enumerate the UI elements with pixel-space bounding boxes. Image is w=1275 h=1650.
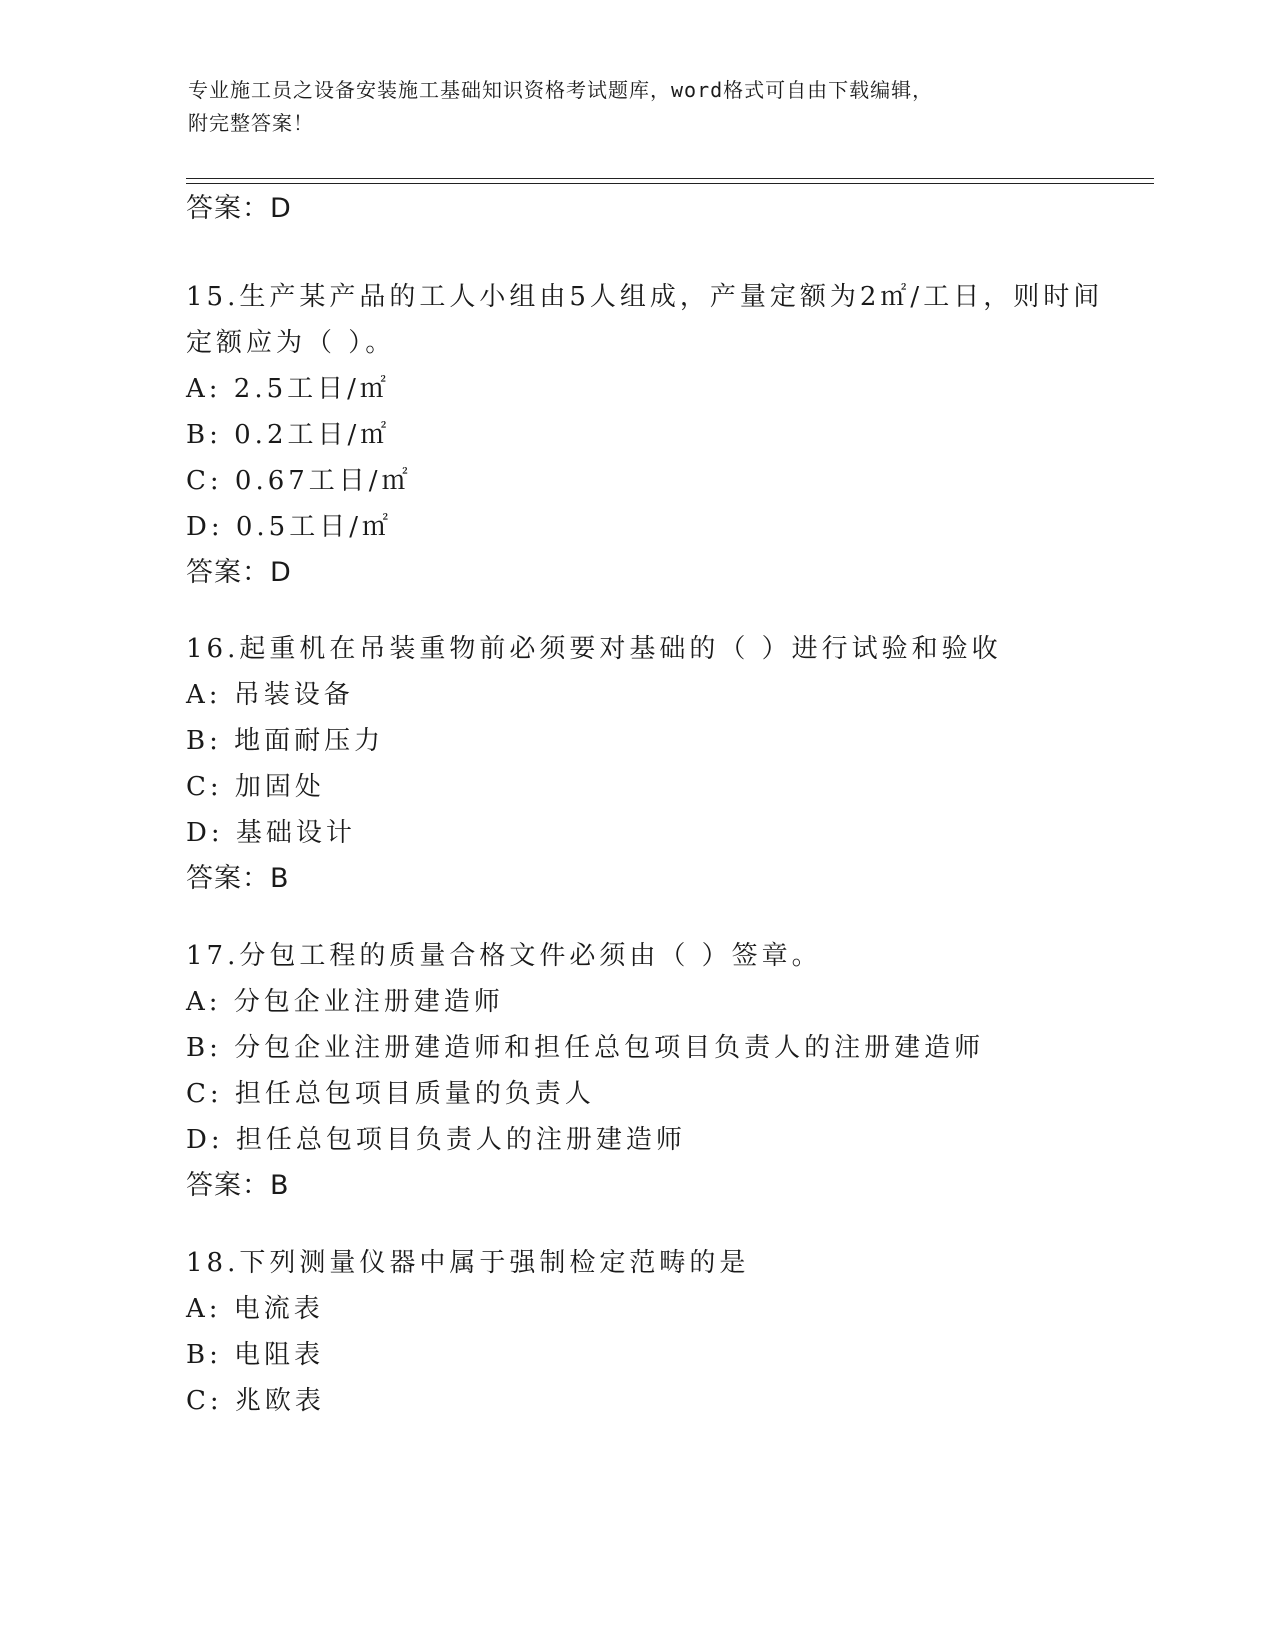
document-header: [188, 74, 1088, 140]
option-d: D: 基础设计: [186, 818, 356, 848]
header-line-1: 专业施工员之设备安装施工基础知识资格考试题库，word格式可自由下载编辑，: [188, 78, 934, 102]
question-stem: 17.分包工程的质量合格文件必须由（ ）签章。: [186, 941, 822, 971]
question-stem: 定额应为（ ）。: [186, 328, 396, 358]
header-rule-top: [186, 178, 1154, 179]
option-d: D: 担任总包项目负责人的注册建造师: [186, 1125, 686, 1155]
option-b: B: 地面耐压力: [186, 726, 385, 756]
answer-line: 答案：D: [186, 193, 292, 224]
option-a: A: 分包企业注册建造师: [186, 987, 504, 1017]
option-c: C: 兆欧表: [186, 1386, 325, 1416]
option-a: A: 吊装设备: [186, 680, 354, 710]
question-15: [186, 274, 1146, 596]
question-stem: 18.下列测量仪器中属于强制检定范畴的是: [186, 1248, 750, 1278]
option-c: C: 0.67工日/㎡: [186, 466, 412, 496]
option-c: C: 担任总包项目质量的负责人: [186, 1079, 595, 1109]
option-b: B: 电阻表: [186, 1340, 325, 1370]
previous-answer-block: [186, 186, 1146, 232]
answer-line: 答案：B: [186, 1170, 290, 1201]
question-16: [186, 626, 1146, 902]
header-line-2: 附完整答案！: [188, 111, 314, 135]
question-stem: 16.起重机在吊装重物前必须要对基础的（ ）进行试验和验收: [186, 634, 1002, 664]
header-rule-bottom: [186, 183, 1154, 184]
question-17: [186, 933, 1146, 1209]
option-a: A: 2.5工日/㎡: [186, 374, 390, 404]
answer-line: 答案：D: [186, 557, 292, 588]
question-stem: 15.生产某产品的工人小组由5人组成，产量定额为2㎡/工日，则时间: [186, 282, 1104, 312]
option-a: A: 电流表: [186, 1294, 324, 1324]
question-18: [186, 1240, 1146, 1424]
option-b: B: 0.2工日/㎡: [186, 420, 391, 450]
option-c: C: 加固处: [186, 772, 325, 802]
option-b: B: 分包企业注册建造师和担任总包项目负责人的注册建造师: [186, 1033, 985, 1063]
option-d: D: 0.5工日/㎡: [186, 512, 392, 542]
answer-line: 答案：B: [186, 863, 290, 894]
